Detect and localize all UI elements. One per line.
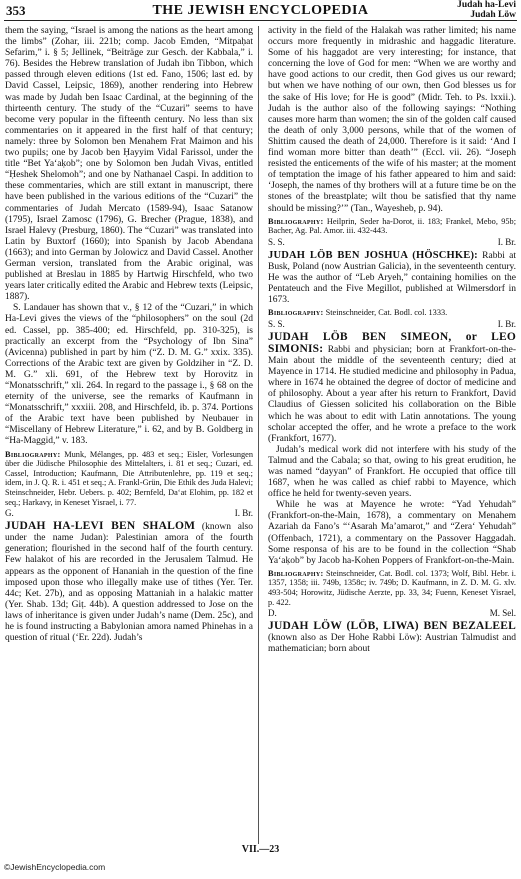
bibliography-label: Bibliography: [5,449,61,459]
bibliography-text: Steinschneider, Cat. Bodl. col. 1333. [325,308,448,318]
column-divider [258,26,259,844]
signature-line [5,508,253,518]
sig-right: I. Br. [497,236,516,247]
right-column [268,26,516,655]
sig-left: S. S. [268,236,285,247]
entry-headword: JUDAH HA-LEVI BEN SHALOM [5,520,196,533]
catchwords [457,0,516,20]
paragraph: activity in the field of the Halakah was rather limited; his name occurs more frequently in midrashic and haggadic literature. Some of his haggadot are very interesting; for instance, that concerning the love of God for men: “When we are worthy and have good actions to our credit, then God gives us our reward; but when we have nothing of our own, then God blesses us for the sake of His love; for He is good” (Midr. Teh. to Ps. lxxii.). Judah is the author also of the following sayings: “Nothing causes more harm than women; the sin of the golden calf caused the death of only 3,000 persons, while that of the women of Shittim caused the death of 24,000. Therefore is it said: ‘And I find woman more bitter than death’” (Eccl. vii. 26). “Joseph resisted the enticements of the wife of his master; at the moment of temptation the image of his father appeared to him and said: ‘Joseph, the names of thy brothers will at a future time be on the stones of the breastplate; wilt thou be satisfied that thy name should be missing?’” (Tan., Wayesheb, p. 94). [268,26,516,214]
bibliography [268,308,516,318]
entry [268,621,516,655]
bibliography-text: Munk, Mélanges, pp. 483 et seq.; Eisler, Vorlesungen über die Jüdische Philosophie des Mittelalters, i. 81 et seq.; Cuzari, ed. Cassel, Introduction; Kaufmann, Die Attributenlehre, pp. 119 et seq.; idem, in J. Q. R. i. 451 et seq.; A. Frankl-Grün, Die Ethik des Juda Halevi; Steinschneider, Hebr. Uebers. p. 402; Bernfeld, Da‘at Elohim, pp. 182 et seq.; Harkavy, in Keneset Yisrael, i. 77. [5,449,253,507]
entry-text: (known also under the name Judan): Palestinian amora of the fourth generation; flourished in the second half of the fourth century. Few halakot of his are recorded in the Jerusalem Talmud. He appears as the opponent of Hananiah in the question of the fine imposed upon those who illegally make use of tithes (Yer. Ter. 44c; Ket. 27b), and as opposing Mattaniah in a halakic matter (Yer. Shab. 13d; Giṭ. 44b). A question addressed to Jose on the laws of inheritance is given under Judah’s name (Dem. 25c), and he is found instructing a Babylonian amora named Phinehas in a question of ritual (‘Er. 22d). Judah’s [5,522,254,644]
bibliography-text: Steinschneider, Cat. Bodl. col. 1373; Wolf, Bibl. Hebr. i. 1357, 1358; iii. 749b, 1358c; iv. 749b; D. Kaufmann, in Z. D. M. G. xlv. 493-504; Horowitz, Jüdische Aerzte, pp. 33, 34; Fuenn, Keneset Yisrael, p. 422. [268,568,517,607]
entry [268,332,516,445]
entry-text: Rabbi and physician; born at Frankfort-on-the-Main about the middle of the seventeenth century; died at Mayence in 1714. He studied medicine and philosophy in Padua, where in 1674 he obtained the degree of doctor of medicine and of philosophy. About a year after his return to Frankfort, David Claudius of Giessen solicited his collaboration on the Bible which he was about to edit with Latin annotations. The young scholar accepted the offer, and he wrote a preface to the work (Frankfort, 1677). [268,344,516,444]
bibliography-label: Bibliography: [268,216,324,226]
source-link[interactable]: ©JewishEncyclopedia.com [4,862,106,872]
page-header [0,0,521,22]
page-number: 353 [6,3,26,18]
catchword-bottom: Judah Löw [470,10,516,20]
bibliography-label: Bibliography: [268,568,324,578]
signature-line [268,608,516,618]
bibliography-label: Bibliography: [268,308,324,318]
paragraph: S. Landauer has shown that v., § 12 of the “Cuzari,” in which Ha-Levi gives the views of the “philosophers” on the soul (2d ed. Cassel, pp. 385-400; ed. Hirschfeld, pp. 310-325), is practically an excerpt from the “Psychology of Ibn Sina” (Avicenna) published in part by him (“Z. D. M. G.” xxix. 335). Corrections of the Arabic text are given by Goldziher in “Z. D. M. G.” xli. 691, of the Hebrew text by Horovitz in “Monatsschrift,” xli. 264. In regard to the passage i., § 68 on the eternity of the universe, see the remarks of Kaufmann in “Monatsschrift,” xxxiii. 208, and Hirschfeld, ib. p. 374. Portions of the Arabic text have been published by Neubauer in “Miscellany of Hebrew Literature,” i. 62, and by B. Goldberg in “Ha-Maggid,” v. 183. [5,303,253,447]
entry-headword: JUDAH LÖB BEN JOSHUA (HÖSCHKE): [268,249,478,261]
entry [268,250,516,306]
bibliography [268,217,516,236]
signature-line [268,319,516,329]
bibliography [5,450,253,508]
sig-left: D. [268,608,277,619]
left-column [5,26,253,644]
signature-line [268,237,516,247]
sig-right: I. Br. [234,508,253,519]
sig-left: G. [5,508,14,519]
entry-text: Rabbi at Busk, Poland (now Austrian Galicia), in the seventeenth century. He was the author of “Leb Aryeh,” containing homilies on the Pentateuch and the Five Megillot, published at Wilmersdorf in 1673. [268,250,516,306]
entry-headword: JUDAH LÖB BEN SIMEON, or LEO SIMONIS: [268,330,516,355]
paragraph: Judah’s medical work did not interfere with his study of the Talmud and the Cabala; so that, owing to his great erudition, he was named “dayyan” of Frankfort. He occupied that office till 1687, when he was called as chief rabbi to Mayence, which office he held for twenty-seven years. [268,444,516,500]
paragraph: them the saying, “Israel is among the nations as the heart among the limbs” (Zohar, iii. 221b; comp. Jacob Emden, “Mitpaḥat Sefarim,” i. § 5; Jellinek, “Beiträge zur Gesch. der Kabbala,” i. 76). Besides the Hebrew translation of Judah ibn Tibbon, which passed through eleven editions (1st ed. Fano, 1506; last ed. by David Cassel, Leipsic, 1869), another rendering into Hebrew was made by Judah ben Isaac Cardinal, at the beginning of the thirteenth century. The study of the “Cuzari” seems to have become very popular in the fifteenth century. No less than six commentaries on it appeared in the first half of that century; namely: three by Solomon ben Menahem Frat Maimon and his two pupils; one by Jacob ben Ḥayyim Vidal Farissol, under the title “Bet Ya‘aḳob”; one by Solomon ben Judah Vivas, entitled “Ḥeshek Shelomoh”; and one by Nathanael Caspi. In addition to these commentaries, which are still extant in manuscript, there have been published in the various editions of the “Cuzari” the commentaries of Judah Mercato (1589-94), Isaac Satanow (1795), Israel Zamosc (1796), G. Brecher (Prague, 1838), and Israel Halevy (Presburg, 1860). The “Cuzari” was translated into Latin by Buxtorf (1660); into Spanish by Jacob Abendana (1663); and into German by Jolowicz and David Cassel. Another German version, translated from the Arabic original, was published at Breslau in 1885 by Hartwig Hirschfeld, who two years later critically edited the Arabic and Hebrew texts (Leipsic, 1887). [5,26,253,303]
catchword-top: Judah ha-Levi [457,0,516,10]
running-title: THE JEWISH ENCYCLOPEDIA [152,3,369,18]
sig-right: M. Sel. [489,608,516,619]
bibliography [268,569,516,607]
entry-text: (known also as Der Hohe Rabbi Löw): Austrian Talmudist and mathematician; born about [268,633,516,655]
bibliography-text: Heilprin, Seder ha-Dorot, ii. 183; Frankel, Mebo, 95b; Bacher, Ag. Pal. Amor. iii. 432-443. [268,216,517,236]
paragraph: While he was at Mayence he wrote: “Yad Yehudah” (Frankfort-on-the-Main, 1678), a commentary on Menahem Azariah da Fano’s “‘Asarah Ma’amarot,” and “Zera‘ Yehudah” (Offenbach, 1721), a commentary on the Passover Haggadah. Some responsa of his are to be found in the collection “Shab Ya‘aḳob” by Jacob ha-Kohen Poppers of Frankfort-on-the-Main. [268,500,516,566]
entry [5,521,253,644]
sig-right: I. Br. [497,318,516,329]
entry-headword: JUDAH LÖW (LÖB, LIWA) BEN BEZALEEL [268,620,516,633]
sig-left: S. S. [268,318,285,329]
signature-mark: VII.—23 [241,844,280,855]
header-rule [4,20,517,21]
